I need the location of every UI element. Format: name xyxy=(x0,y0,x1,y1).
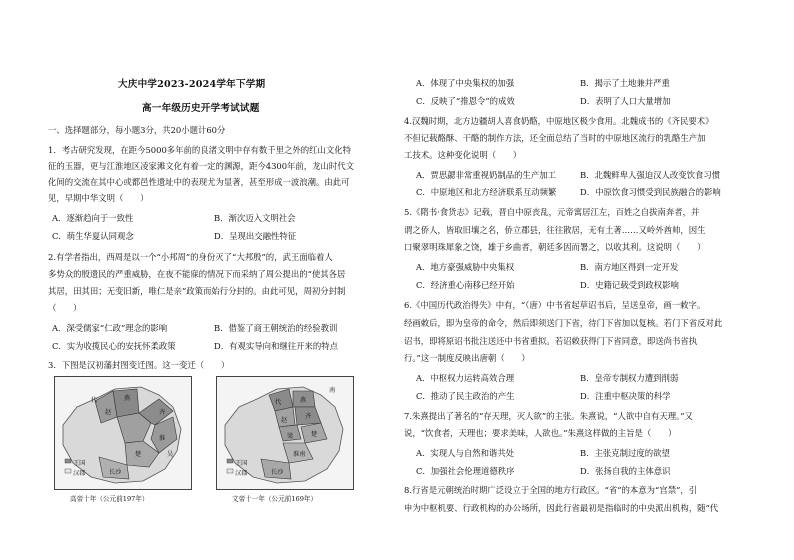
q3-option-a[interactable]: A．体现了中央集权的加强 xyxy=(416,78,515,88)
q2-option-a[interactable]: A．深受儒家“仁政”理念的影响 xyxy=(52,323,168,333)
map1-label-chu: 楚 xyxy=(135,451,142,458)
q2-line-4: （ ） xyxy=(48,303,82,313)
map1-label-yan: 燕 xyxy=(124,395,131,402)
q5-line-1: 5.《隋书·食货志》记载，晋自中原丧乱，元帝寓居江左，百姓之自拔南奔者，并 xyxy=(404,207,700,217)
map1-label-changsha: 长沙 xyxy=(109,469,122,476)
q1-line-3: 化间的交流在其中心或都邑性遗址中的表现尤为显著，甚至形成一波浪潮。由此可 xyxy=(48,177,350,187)
map1-label-huai: 淮 xyxy=(159,435,166,442)
q4-option-d[interactable]: D．中原饮食习惯受到民族融合的影响 xyxy=(580,187,721,197)
exam-title: 高一年级历史开学考试试题 xyxy=(142,103,260,114)
map2-label-liang: 梁 xyxy=(287,433,294,440)
q1-line-2: 征的玉器，更与江淮地区凌家滩文化有着一定的渊源，距今4300年前，龙山时代文 xyxy=(48,161,355,171)
map2-label-changsha: 长沙 xyxy=(271,469,284,476)
q7-option-c[interactable]: C．加强社会伦理道德秩序 xyxy=(416,466,515,476)
map-wendi-11 xyxy=(216,376,354,490)
q4-option-b[interactable]: B．北魏鲜卑人强迫汉人改变饮食习惯 xyxy=(580,170,721,180)
map-gaodi-10 xyxy=(54,376,192,490)
q1-line-1: 1．考古研究发现，在距今5000多年前的良渚文明中存有数千里之外的红山文化特 xyxy=(48,145,352,155)
q5-option-a[interactable]: A．地方豪强威胁中央集权 xyxy=(416,262,515,272)
section-heading: 一、选择题部分，每小题3分，共20小题计60分 xyxy=(48,125,226,135)
q4-line-3: 工技术。这种变化说明（ ） xyxy=(404,150,522,160)
q7-option-d[interactable]: D．张扬自我的主体意识 xyxy=(580,466,671,476)
map1-label-qi: 齐 xyxy=(159,409,166,416)
q2-line-1: 2.有学者指出，西周是以一个“小邦周”的身份灭了“大邦殷”的，武王面临着人 xyxy=(48,252,333,262)
q6-option-c[interactable]: C．推动了民主政治的产生 xyxy=(416,391,515,401)
map1-label-wu: 吴 xyxy=(167,451,174,458)
map2-label-chu: 楚 xyxy=(311,431,318,438)
q6-line-3: 诏书，即将原诏书批注送还中书省重拟。若诏敕获得门下省同意，即送尚书省执 xyxy=(404,336,698,346)
map2-legend-hanjun: 汉郡 xyxy=(235,470,248,477)
q8-line-2: 申为中枢机要、行政机构的办公场所，因此行省最初是指临时的中央派出机构，随“代 xyxy=(404,503,719,513)
q7-option-b[interactable]: B．主张克制过度的欲望 xyxy=(580,448,670,458)
q3-option-d[interactable]: D．表明了人口大量增加 xyxy=(580,96,671,106)
q5-option-b[interactable]: B．南方地区得到一定开发 xyxy=(580,262,679,272)
q4-line-2: 不但记载酪酥、干酪的制作方法，还全面总结了当时的中原地区流行的乳酪生产加 xyxy=(404,133,706,143)
q7-option-a[interactable]: A．实现人与自然和谐共处 xyxy=(416,448,515,458)
school-term-title: 大庆中学2023-2024学年下学期 xyxy=(118,79,266,90)
map1-label-dai: 代 xyxy=(91,397,98,404)
q6-option-b[interactable]: B．皇帝专制权力遭到削弱 xyxy=(580,373,679,383)
q4-option-a[interactable]: A．贾思勰非常重视奶制品的生产加工 xyxy=(416,170,557,180)
q5-line-2: 谓之侨人，皆取旧壤之名，侨立郡县，往往散居，无有土著……又岭外酋帅，因生 xyxy=(404,225,706,235)
map1-legend-wangguo: 王国 xyxy=(73,460,86,467)
map1-caption: 高帝十年（公元前197年） xyxy=(70,495,149,503)
q4-line-1: 4.汉魏时期，北方边疆胡人喜食奶酪，中原地区极少食用。北魏成书的《齐民要术》 xyxy=(404,116,714,126)
q1-option-d[interactable]: D．呈现出交融性特征 xyxy=(214,231,297,241)
q6-line-1: 6.《中国历代政治得失》中有，“（唐）中书省起草诏书后，呈送皇帝，画一敕字。 xyxy=(404,300,706,310)
q5-option-c[interactable]: C．经济重心南移已经开始 xyxy=(416,280,515,290)
q4-option-c[interactable]: C．中原地区和北方经济联系互动频繁 xyxy=(416,187,557,197)
map2-label-dai: 代 xyxy=(275,399,282,406)
q3-intro: 3．下图是汉初藩封图变迁图。这一变迁（ ） xyxy=(48,360,230,370)
q1-option-a[interactable]: A．逐渐趋向于一致性 xyxy=(52,213,134,223)
q2-option-b[interactable]: B．借鉴了商王朝统治的经验教训 xyxy=(214,323,338,333)
q8-line-1: 8.行省是元朝统治时期广泛设立于全国的地方行政区。“省”的本意为“宫禁”，引 xyxy=(404,485,698,495)
q2-line-3: 其居，田其田；无变旧新，唯仁是亲”政策而始行分封的。由此可见，周初分封制 xyxy=(48,286,346,296)
q6-line-2: 经画敕后，即为皇帝的命令，然后即须送门下省，待门下省加以复核。若门下省反对此 xyxy=(404,318,723,328)
q3-option-c[interactable]: C．反映了“推恩令”的成效 xyxy=(416,96,515,106)
map2-label-huainan: 淮南 xyxy=(293,451,306,458)
map2-caption: 文帝十一年（公元前169年） xyxy=(232,495,318,503)
q2-option-d[interactable]: D．有观实导向和继往开来的特点 xyxy=(214,341,338,351)
q5-line-3: 口聚翠明珠犀象之饶，雄于乡曲者，朝廷多因而署之，以收其利。这说明（ ） xyxy=(404,242,706,252)
q5-option-d[interactable]: D．史籍记载受到政权影响 xyxy=(580,280,679,290)
q1-option-b[interactable]: B．渐次迈入文明社会 xyxy=(214,213,296,223)
q6-line-4: 行。”这一制度反映出唐朝（ ） xyxy=(404,353,530,363)
map1-label-zhao: 赵 xyxy=(105,409,112,416)
q6-option-d[interactable]: D．注重中枢决策的科学 xyxy=(580,391,671,401)
q2-option-c[interactable]: C．实为收揽民心的安抚怀柔政策 xyxy=(52,341,176,351)
q2-line-2: 多势众的殷遗民的严重威胁，在夜不能寐的情况下而采纳了周公提出的“使其各居 xyxy=(48,269,346,279)
q3-option-b[interactable]: B．揭示了土地兼并严重 xyxy=(580,78,670,88)
q7-line-2: 说，“饮食者，天理也；要求美味，人欲也。”朱熹这样做的主旨是（ ） xyxy=(404,428,677,438)
map2-label-yan: 燕 xyxy=(300,397,307,404)
map1-legend-hanjun: 汉郡 xyxy=(73,470,86,477)
map2-label-qi: 齐 xyxy=(305,413,312,420)
q1-line-4: 见，早期中华文明（ ） xyxy=(48,193,149,203)
map2-label-nan: 南 xyxy=(329,387,336,394)
q6-option-a[interactable]: A．中枢权力运转高效合理 xyxy=(416,373,515,383)
map2-legend-wangguo: 王国 xyxy=(235,460,248,467)
q7-line-1: 7.朱熹提出了著名的“存天理，灭人欲”的主张。朱熹说，“人欲中自有天理。”又 xyxy=(404,411,693,421)
map2-label-zhao: 赵 xyxy=(281,417,288,424)
q1-option-c[interactable]: C．萌生华夏认同观念 xyxy=(52,231,134,241)
